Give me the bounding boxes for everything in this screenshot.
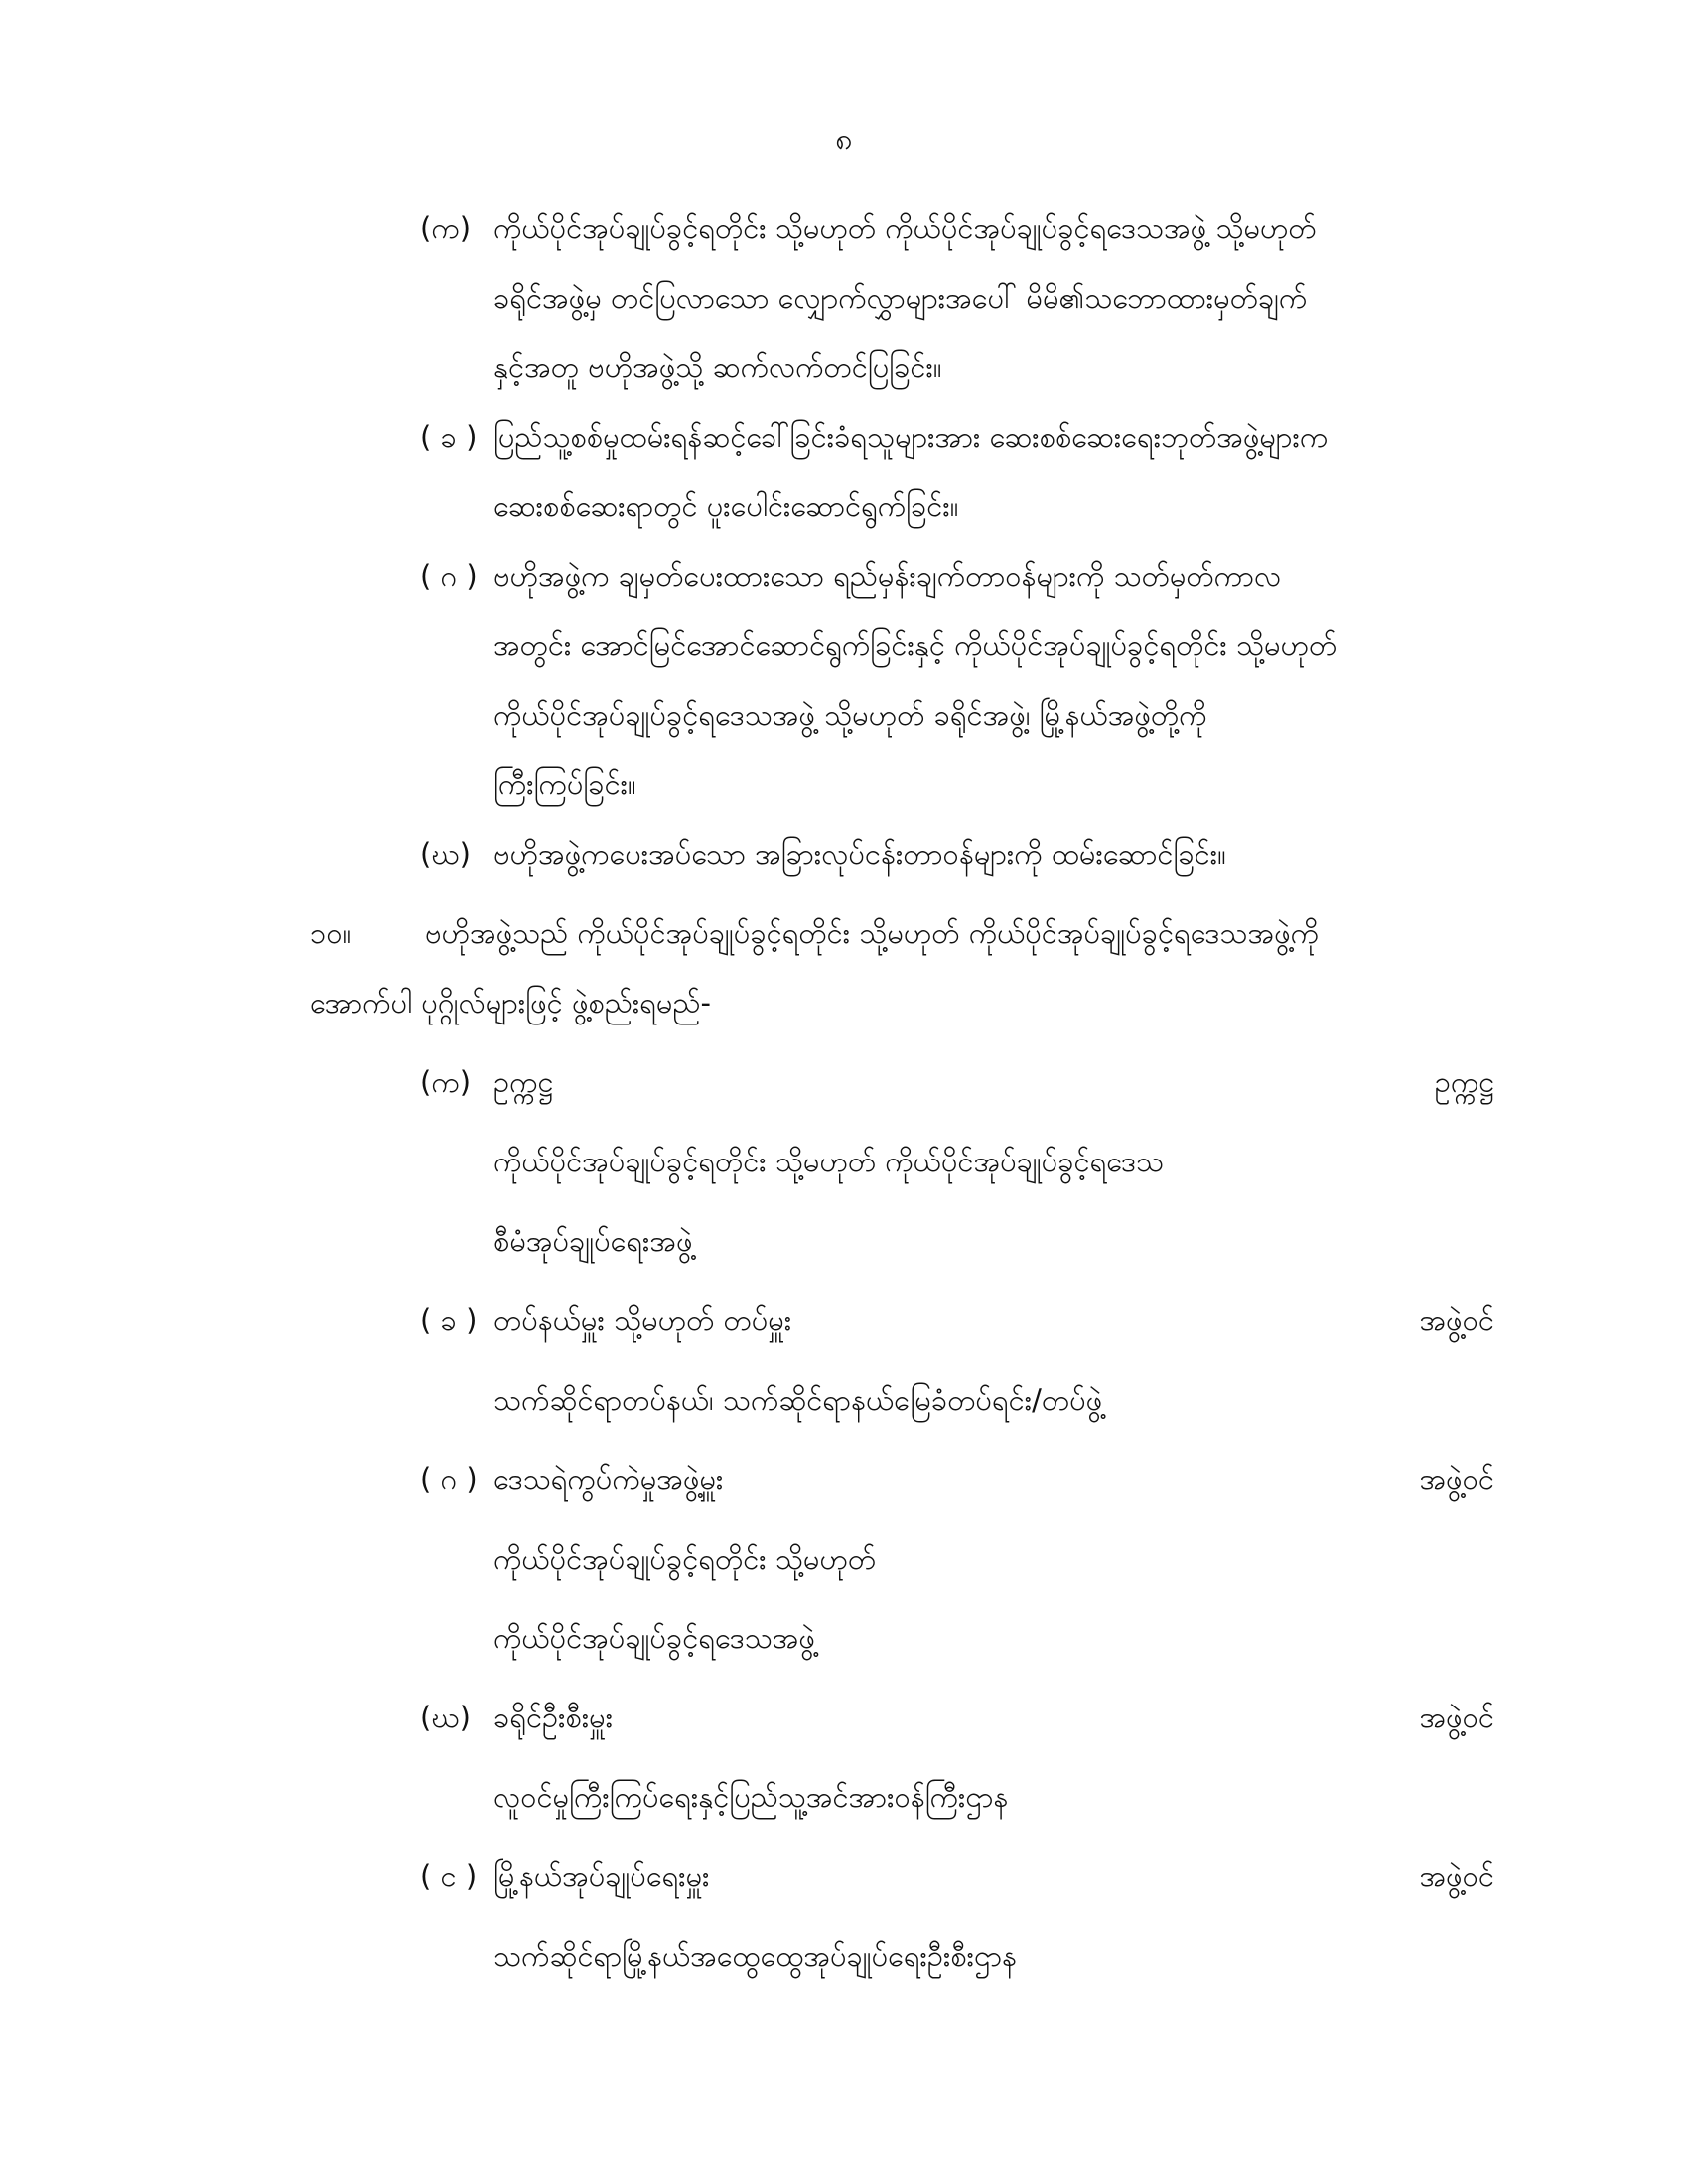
member-ga-title: ဒေသရဲကွပ်ကဲမှုအဖွဲ့မှူး xyxy=(493,1462,724,1496)
item-kha-line-1: ပြည်သူ့စစ်မှုထမ်းရန်ဆင့်ခေါ်ခြင်းခံရသူများအား ဆေးစစ်ဆေးရေးဘုတ်အဖွဲ့များက xyxy=(493,420,1329,454)
item-gha-line-1: ဗဟိုအဖွဲ့ကပေးအပ်သော အခြားလုပ်ငန်းတာဝန်များကို ထမ်းဆောင်ခြင်း။ xyxy=(493,837,1226,871)
member-nga-detail-1: သက်ဆိုင်ရာမြို့နယ်အထွေထွေအုပ်ချုပ်ရေးဦးစီးဌာန xyxy=(493,1939,1018,1973)
item-ga-line-1: ဗဟိုအဖွဲ့က ချမှတ်ပေးထားသော ရည်မှန်းချက်တာဝန်များကို သတ်မှတ်ကာလ xyxy=(493,559,1282,593)
item-gha-marker: (ဃ) xyxy=(420,837,471,871)
member-ka-detail-2: စီမံအုပ်ချုပ်ရေးအဖွဲ့ xyxy=(493,1224,693,1258)
member-ga-detail-1: ကိုယ်ပိုင်အုပ်ချုပ်ခွင့်ရတိုင်း သို့မဟုတ် xyxy=(493,1542,877,1575)
item-ka-line-2: ခရိုင်အဖွဲ့မှ တင်ပြလာသော လျှောက်လွှာများအပေါ် မိမိ၏သဘောထားမှတ်ချက် xyxy=(493,281,1308,315)
item-kha-line-2: ဆေးစစ်ဆေးရာတွင် ပူးပေါင်းဆောင်ရွက်ခြင်း။ xyxy=(493,489,959,523)
member-ka-role: ဥက္ကဋ္ဌ xyxy=(1434,1065,1494,1099)
member-nga-title: မြို့နယ်အုပ်ချုပ်ရေးမှူး xyxy=(493,1859,710,1893)
member-ka-title: ဥက္ကဋ္ဌ xyxy=(493,1065,554,1099)
page-number: ၈ xyxy=(835,122,853,157)
member-ga-detail-2: ကိုယ်ပိုင်အုပ်ချုပ်ခွင့်ရဒေသအဖွဲ့ xyxy=(493,1621,815,1655)
section-10-line-1: ဗဟိုအဖွဲ့သည် ကိုယ်ပိုင်အုပ်ချုပ်ခွင့်ရတိုင်း သို့မဟုတ် ကိုယ်ပိုင်အုပ်ချုပ်ခွင့်ရဒေသအဖွဲ့ကို xyxy=(425,916,1320,950)
section-10-number: ၁၀။ xyxy=(310,916,352,950)
member-gha-detail-1: လူဝင်မှုကြီးကြပ်ရေးနှင့်ပြည်သူ့အင်အားဝန်ကြီးဌာန xyxy=(493,1780,1009,1814)
member-ka-detail-1: ကိုယ်ပိုင်အုပ်ချုပ်ခွင့်ရတိုင်း သို့မဟုတ် ကိုယ်ပိုင်အုပ်ချုပ်ခွင့်ရဒေသ xyxy=(493,1145,1165,1178)
item-ga-line-2: အတွင်း အောင်မြင်အောင်ဆောင်ရွက်ခြင်းနှင့် ကိုယ်ပိုင်အုပ်ချုပ်ခွင့်ရတိုင်း သို့မဟုတ် xyxy=(493,628,1337,662)
member-ga-role: အဖွဲ့ဝင် xyxy=(1419,1462,1494,1496)
member-ka-marker: (က) xyxy=(420,1065,472,1099)
member-gha-role: အဖွဲ့ဝင် xyxy=(1419,1701,1494,1734)
item-kha-marker: ( ခ ) xyxy=(420,420,478,454)
member-nga-role: အဖွဲ့ဝင် xyxy=(1419,1859,1494,1893)
member-ga-marker: ( ဂ ) xyxy=(420,1462,478,1496)
member-gha-title: ခရိုင်ဦးစီးမှူး xyxy=(493,1701,614,1734)
item-ga-line-3: ကိုယ်ပိုင်အုပ်ချုပ်ခွင့်ရဒေသအဖွဲ့ သို့မဟုတ် ခရိုင်အဖွဲ့၊ မြို့နယ်အဖွဲ့တို့ကို xyxy=(493,698,1207,732)
section-10-line-2: အောက်ပါ ပုဂ္ဂိုလ်များဖြင့် ဖွဲ့စည်းရမည်- xyxy=(310,986,711,1020)
member-kha-detail-1: သက်ဆိုင်ရာတပ်နယ်၊ သက်ဆိုင်ရာနယ်မြေခံတပ်ရင်း/တပ်ဖွဲ့ xyxy=(493,1383,1103,1417)
item-ka-marker: (က) xyxy=(420,211,472,245)
member-kha-marker: ( ခ ) xyxy=(420,1303,478,1337)
item-ga-marker: ( ဂ ) xyxy=(420,559,478,593)
item-ga-line-4: ကြီးကြပ်ခြင်း။ xyxy=(493,767,636,801)
member-nga-marker: ( င ) xyxy=(420,1859,478,1893)
item-ka-line-3: နှင့်အတူ ဗဟိုအဖွဲ့သို့ ဆက်လက်တင်ပြခြင်း။ xyxy=(493,350,942,384)
item-ka-line-1: ကိုယ်ပိုင်အုပ်ချုပ်ခွင့်ရတိုင်း သို့မဟုတ် ကိုယ်ပိုင်အုပ်ချုပ်ခွင့်ရဒေသအဖွဲ့ သို့မဟုတ် xyxy=(493,211,1317,245)
member-kha-role: အဖွဲ့ဝင် xyxy=(1419,1303,1494,1337)
member-kha-title: တပ်နယ်မှူး သို့မဟုတ် တပ်မှူး xyxy=(493,1303,792,1337)
member-gha-marker: (ဃ) xyxy=(420,1701,471,1734)
